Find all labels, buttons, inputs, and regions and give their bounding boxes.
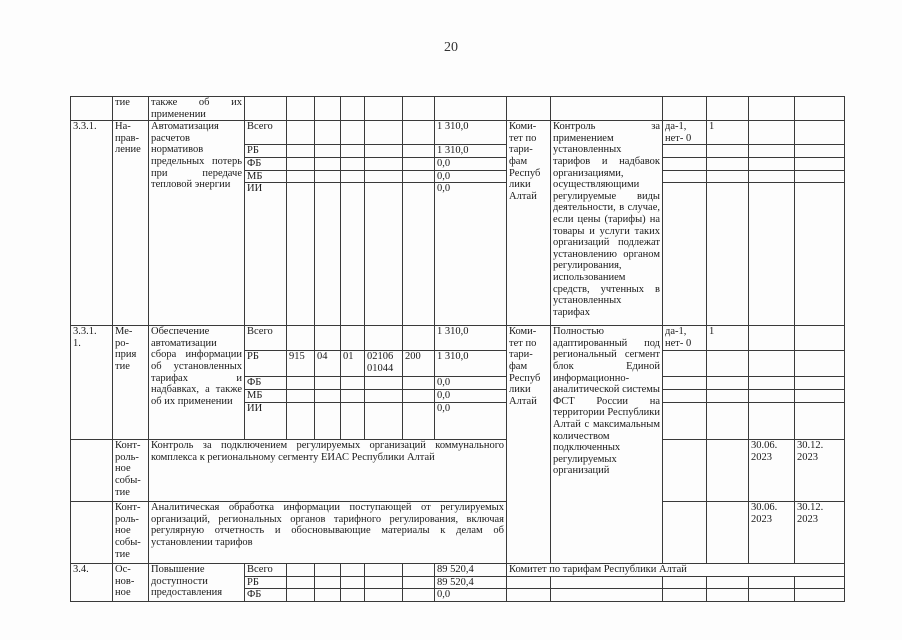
cell-type: Конт- роль- ное собы- тие (113, 440, 149, 502)
table-row (71, 326, 845, 351)
cell-source: ФБ (245, 157, 287, 170)
cell-indicator: Контроль за применением установленных тарифов и надбавок организациями, осуществляющими регулируемые виды деятельности, в случае, если цены (тарифы) на товары и услуги таких организаций подлежат установлению органом регулирования, использованием средств, учтенных в установленных тарифах (551, 121, 663, 326)
cell-executor: Коми- тет по тари- фам Респуб лики Алтай (507, 326, 551, 564)
cell-source: РБ (245, 576, 287, 589)
cell-num: 3.3.1. 1. (71, 326, 113, 440)
cell-source: ФБ (245, 589, 287, 602)
table-row (71, 502, 845, 564)
cell-end-date: 30.12. 2023 (795, 502, 845, 564)
program-table (70, 96, 845, 602)
cell-source: Всего (245, 326, 287, 351)
cell-type: Ос- нов- ное (113, 564, 149, 602)
cell-name: Автоматизация расчетов нормативов предельных потерь при передаче тепловой энергии (149, 121, 245, 326)
cell-type: Конт- роль- ное собы- тие (113, 502, 149, 564)
cell-rz: 04 (315, 351, 341, 377)
cell-source: Всего (245, 564, 287, 577)
cell-num: 3.3.1. (71, 121, 113, 326)
cell-type: На- прав- ление (113, 121, 149, 326)
cell-unit: да-1, нет- 0 (663, 326, 707, 351)
cell-amount: 0,0 (435, 589, 507, 602)
table-row (71, 564, 845, 577)
cell-vr: 200 (403, 351, 435, 377)
cell-name: также об их применении (149, 97, 245, 121)
cell-amount: 89 520,4 (435, 576, 507, 589)
cell-name: Повышение доступности предоставления (149, 564, 245, 602)
cell-amount: 0,0 (435, 403, 507, 440)
cell-amount: 1 310,0 (435, 121, 507, 145)
cell-grbs: 915 (287, 351, 315, 377)
cell-pr: 01 (341, 351, 365, 377)
cell-num: 3.4. (71, 564, 113, 602)
cell-end-date: 30.12. 2023 (795, 440, 845, 502)
cell-amount: 0,0 (435, 157, 507, 170)
cell-source: МБ (245, 170, 287, 183)
cell-source: ИИ (245, 403, 287, 440)
cell-value: 1 (707, 121, 749, 145)
cell-amount: 0,0 (435, 170, 507, 183)
cell-executor: Коми- тет по тари- фам Респуб лики Алтай (507, 121, 551, 326)
page-number: 20 (444, 40, 458, 55)
cell-name: Обеспечение автоматизации сбора информации об установленных тарифах и надбавках, а также об их применении (149, 326, 245, 440)
cell-amount: 89 520,4 (435, 564, 507, 577)
cell-source: МБ (245, 390, 287, 403)
cell-source: ФБ (245, 377, 287, 390)
cell-source: Всего (245, 121, 287, 145)
cell-event-text: Контроль за подключением регулируемых организаций коммунального комплекса к региональному сегменту ЕИАС Республики Алтай (149, 440, 507, 502)
cell-amount: 0,0 (435, 377, 507, 390)
cell-source: РБ (245, 145, 287, 158)
cell-unit: да-1, нет- 0 (663, 121, 707, 145)
cell-value: 1 (707, 326, 749, 351)
cell-source: ИИ (245, 183, 287, 326)
cell-type: Ме- ро- прия тие (113, 326, 149, 440)
cell-amount: 1 310,0 (435, 145, 507, 158)
table-row (71, 440, 845, 502)
cell-amount: 0,0 (435, 183, 507, 326)
cell-source: РБ (245, 351, 287, 377)
cell-indicator: Полностью адаптированный под региональный сегмент блок Единой информационно-аналитической системы ФСТ России на территории Республики Алтай с максимальным количеством подключенных регулируемых организаций (551, 326, 663, 564)
cell-num (71, 97, 113, 121)
cell-amount: 1 310,0 (435, 326, 507, 351)
table-row (71, 121, 845, 145)
cell-event-text: Аналитическая обработка информации поступающей от регулируемых организаций, региональных органов тарифного регулирования, включая регулярную отчетность и обосновывающие материалы к делам об установлении тарифов (149, 502, 507, 564)
cell-amount: 0,0 (435, 390, 507, 403)
cell-start-date: 30.06. 2023 (749, 440, 795, 502)
cell-start-date: 30.06. 2023 (749, 502, 795, 564)
cell-type: тие (113, 97, 149, 121)
cell-amount: 1 310,0 (435, 351, 507, 377)
table-row (71, 97, 845, 121)
cell-csr: 02106 01044 (365, 351, 403, 377)
cell-executor: Комитет по тарифам Республики Алтай (507, 564, 845, 577)
